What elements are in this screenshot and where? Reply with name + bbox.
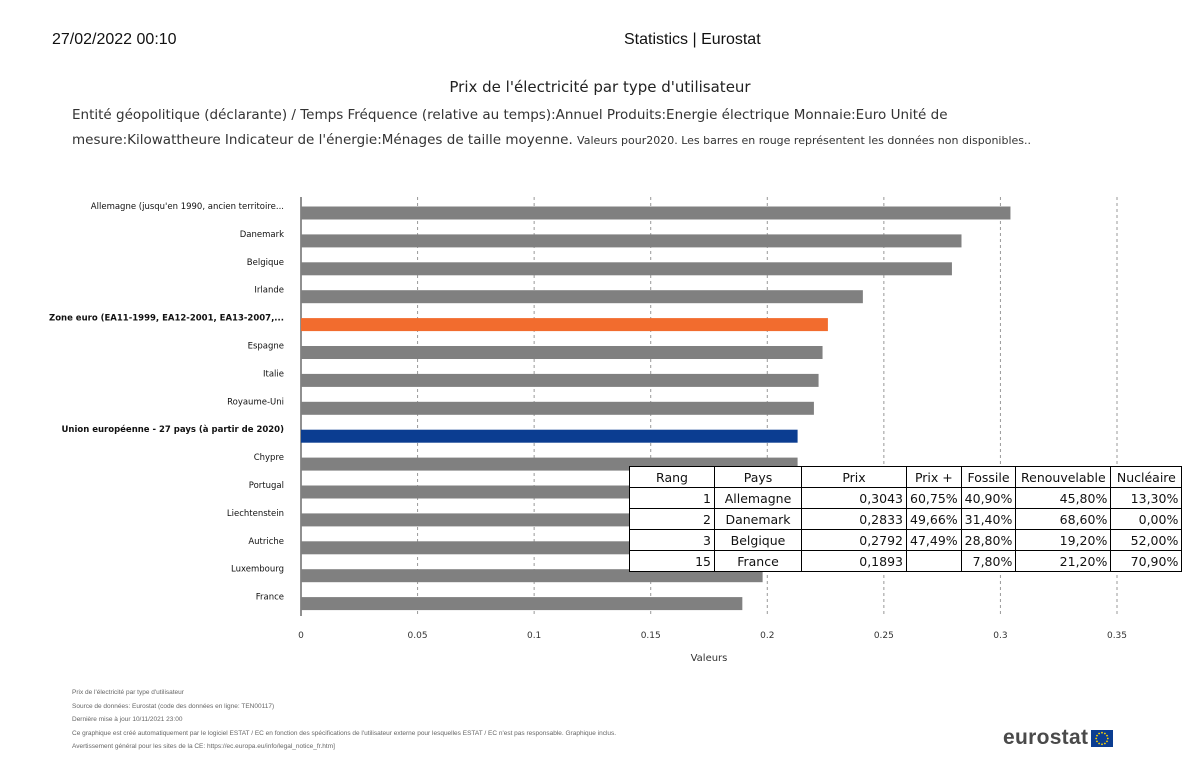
table-cell: 68,60% bbox=[1016, 509, 1111, 530]
bar bbox=[301, 318, 828, 331]
y-category-label: Irlande bbox=[254, 285, 284, 296]
footer-line: Avertissement général pour les sites de la CE: https://ec.europa.eu/info/legal_notice_fr.htm] bbox=[72, 743, 335, 750]
y-category-label: Chypre bbox=[253, 453, 284, 464]
y-category-label: Italie bbox=[262, 369, 284, 380]
footer-line: Ce graphique est créé automatiquement par le logiciel ESTAT / EC en fonction des spécifications de l'utilisateur externe pour lesquelles ESTAT / EC n'est pas responsable. Graphique inclus. bbox=[72, 729, 617, 737]
x-axis-label: Valeurs bbox=[690, 653, 728, 664]
table-cell: 49,66% bbox=[907, 509, 962, 530]
bar bbox=[301, 262, 952, 275]
bar bbox=[301, 234, 961, 247]
table-header-row bbox=[630, 467, 1182, 488]
table-cell: Belgique bbox=[715, 530, 802, 551]
table-cell: 19,20% bbox=[1016, 530, 1111, 551]
table-header-cell: Prix + bbox=[907, 467, 962, 488]
table-cell: 40,90% bbox=[961, 488, 1016, 509]
bar bbox=[301, 346, 823, 359]
table-cell: 70,90% bbox=[1111, 551, 1182, 572]
x-tick-label: 0.3 bbox=[993, 631, 1008, 641]
bar bbox=[301, 430, 798, 443]
table-cell bbox=[907, 551, 962, 572]
table-cell: Danemark bbox=[715, 509, 802, 530]
y-category-label: Luxembourg bbox=[231, 564, 284, 575]
bar bbox=[301, 290, 863, 303]
x-tick-label: 0.15 bbox=[640, 631, 661, 641]
table-header-cell: Fossile bbox=[961, 467, 1016, 488]
table-cell: 0,1893 bbox=[802, 551, 907, 572]
footer-line: Source de données: Eurostat (code des données en ligne: TEN00117) bbox=[72, 702, 275, 710]
x-tick-label: 0.1 bbox=[526, 631, 542, 641]
logo-text: eurostat bbox=[1003, 726, 1089, 749]
y-category-label: Allemagne (jusqu'en 1990, ancien territoire... bbox=[90, 202, 284, 212]
table-cell: 13,30% bbox=[1111, 488, 1182, 509]
bar bbox=[301, 207, 1010, 220]
table-cell: Allemagne bbox=[715, 488, 802, 509]
table-row bbox=[630, 551, 1182, 572]
footer-line: Dernière mise à jour 10/11/2021 23:00 bbox=[72, 716, 183, 723]
table-cell: 3 bbox=[630, 530, 715, 551]
print-site-title: Statistics | Eurostat bbox=[624, 31, 761, 48]
y-category-label: Zone euro (EA11-1999, EA12-2001, EA13-2007,... bbox=[49, 313, 284, 324]
table-cell: France bbox=[715, 551, 802, 572]
chart-footer bbox=[72, 686, 616, 754]
table-header-cell: Renouvelable bbox=[1016, 467, 1111, 488]
x-tick-label: 0.35 bbox=[1106, 631, 1128, 641]
table-cell: 0,3043 bbox=[802, 488, 907, 509]
table-cell: 2 bbox=[630, 509, 715, 530]
table-cell: 0,2792 bbox=[802, 530, 907, 551]
print-date: 27/02/2022 00:10 bbox=[52, 31, 177, 48]
table-cell: 15 bbox=[630, 551, 715, 572]
table-cell: 45,80% bbox=[1016, 488, 1111, 509]
footer-line: Prix de l'électricité par type d'utilisateur bbox=[72, 689, 184, 696]
y-category-label: Liechtenstein bbox=[226, 508, 284, 519]
x-tick-label: 0 bbox=[298, 631, 304, 641]
eurostat-logo bbox=[1003, 726, 1113, 750]
subtitle-line-1: Entité géopolitique (déclarante) / Temps Fréquence (relative au temps):Annuel Produits:Energie électrique Monnaie:Euro Unité de bbox=[72, 107, 948, 123]
table-cell: 1 bbox=[630, 488, 715, 509]
table-cell: 47,49% bbox=[907, 530, 962, 551]
table-header-cell: Pays bbox=[715, 467, 802, 488]
table-row bbox=[630, 530, 1182, 551]
subtitle-line-2-text: mesure:Kilowattheure Indicateur de l'énergie:Ménages de taille moyenne. bbox=[72, 132, 573, 148]
table-cell: 28,80% bbox=[961, 530, 1016, 551]
eu-flag-icon bbox=[1091, 730, 1113, 747]
y-category-label: France bbox=[255, 592, 284, 603]
table-cell: 31,40% bbox=[961, 509, 1016, 530]
table-cell: 60,75% bbox=[907, 488, 962, 509]
table-cell: 52,00% bbox=[1111, 530, 1182, 551]
table-row bbox=[630, 488, 1182, 509]
y-category-label: Portugal bbox=[248, 481, 284, 491]
table-header-cell: Rang bbox=[630, 467, 715, 488]
y-category-label: Royaume-Uni bbox=[227, 397, 284, 408]
table-header-cell: Nucléaire bbox=[1111, 467, 1182, 488]
table-cell: 0,2833 bbox=[802, 509, 907, 530]
bar bbox=[301, 374, 819, 387]
y-category-label: Belgique bbox=[246, 257, 284, 268]
x-tick-label: 0.05 bbox=[407, 631, 428, 641]
x-tick-label: 0.2 bbox=[760, 631, 775, 641]
ranking-table bbox=[629, 466, 1182, 572]
y-category-label: Union européenne - 27 pays (à partir de 2020) bbox=[61, 425, 284, 436]
chart-title: Prix de l'électricité par type d'utilisateur bbox=[449, 78, 751, 96]
table-cell: 0,00% bbox=[1111, 509, 1182, 530]
table-header-cell: Prix bbox=[802, 467, 907, 488]
y-category-label: Espagne bbox=[247, 341, 284, 352]
table-cell: 21,20% bbox=[1016, 551, 1111, 572]
bar bbox=[301, 402, 814, 415]
y-category-label: Danemark bbox=[239, 229, 284, 240]
table-row bbox=[630, 509, 1182, 530]
bar bbox=[301, 597, 742, 610]
x-tick-label: 0.25 bbox=[873, 631, 894, 641]
table-cell: 7,80% bbox=[961, 551, 1016, 572]
y-category-label: Autriche bbox=[248, 536, 284, 547]
subtitle-note: Valeurs pour2020. Les barres en rouge représentent les données non disponibles.. bbox=[577, 134, 1032, 147]
